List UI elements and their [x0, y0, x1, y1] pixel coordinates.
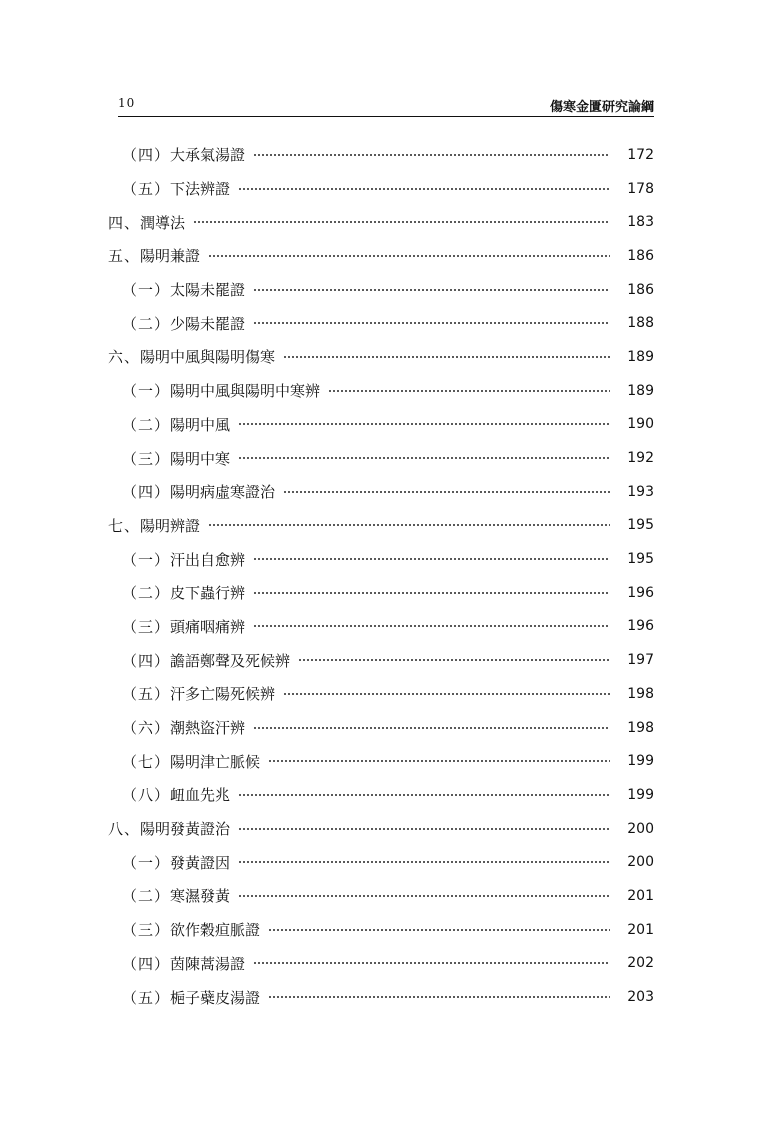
leader-dots — [238, 457, 610, 459]
toc-entry-title: 發黃證因 — [170, 853, 231, 872]
leader-dots — [298, 659, 610, 661]
toc-entry[interactable] — [108, 980, 654, 1014]
toc-entry-page: 193 — [627, 483, 654, 500]
toc-entry-title: 衄血先兆 — [170, 786, 231, 805]
toc-entry[interactable] — [108, 778, 654, 812]
table-of-contents — [108, 138, 654, 1014]
leader-dots — [193, 221, 610, 223]
toc-entry-marker: （五） — [122, 685, 171, 704]
header-rule — [118, 116, 654, 117]
toc-entry-page: 200 — [627, 854, 654, 871]
toc-entry-title: 汗出自愈辨 — [170, 550, 246, 569]
toc-entry[interactable] — [108, 273, 654, 307]
toc-entry-label — [122, 279, 249, 300]
toc-entry-page: 197 — [627, 652, 654, 669]
toc-entry-label — [122, 852, 234, 873]
toc-entry-marker: 七、 — [108, 516, 141, 535]
leader-dots — [253, 154, 610, 156]
toc-entry[interactable] — [108, 239, 654, 273]
leader-dots — [283, 693, 610, 695]
toc-entry[interactable] — [108, 711, 654, 745]
toc-entry[interactable] — [108, 205, 654, 239]
toc-entry-label — [122, 549, 249, 570]
leader-dots — [253, 592, 610, 594]
toc-entry[interactable] — [108, 475, 654, 509]
toc-entry-label — [122, 717, 249, 738]
toc-entry-label — [122, 313, 249, 334]
toc-entry-page: 172 — [627, 146, 654, 163]
toc-entry-title: 陽明辨證 — [140, 516, 201, 535]
toc-entry-label — [122, 448, 234, 469]
toc-entry-title: 欲作穀疸脈證 — [170, 921, 261, 940]
leader-dots — [268, 996, 610, 998]
toc-entry-marker: （四） — [122, 954, 171, 973]
toc-entry[interactable] — [108, 643, 654, 677]
toc-entry-marker: （五） — [122, 180, 171, 199]
toc-entry-page: 203 — [627, 989, 654, 1006]
toc-entry-marker: （一） — [122, 382, 171, 401]
toc-entry-label — [122, 987, 264, 1008]
toc-entry[interactable] — [108, 509, 654, 543]
toc-entry-label — [122, 582, 249, 603]
page-header — [118, 96, 654, 120]
toc-entry-page: 202 — [627, 955, 654, 972]
toc-entry-title: 皮下蟲行辨 — [170, 584, 246, 603]
toc-entry-label — [108, 212, 189, 233]
leader-dots — [283, 356, 610, 358]
toc-entry-marker: （八） — [122, 786, 171, 805]
toc-entry-marker: （一） — [122, 853, 171, 872]
toc-entry-label — [122, 683, 279, 704]
leader-dots — [238, 861, 610, 863]
toc-entry-title: 太陽未罷證 — [170, 281, 246, 300]
toc-entry-label — [122, 751, 264, 772]
toc-entry[interactable] — [108, 408, 654, 442]
toc-entry-marker: （五） — [122, 988, 171, 1007]
toc-entry-page: 188 — [627, 315, 654, 332]
page-number: 10 — [118, 96, 136, 110]
toc-entry-marker: （二） — [122, 314, 171, 333]
toc-entry-title: 陽明中風與陽明傷寒 — [140, 348, 276, 367]
toc-entry-marker: 八、 — [108, 820, 141, 839]
toc-entry-marker: （七） — [122, 752, 171, 771]
toc-entry-marker: 五、 — [108, 247, 141, 266]
toc-entry-page: 189 — [627, 348, 654, 365]
toc-entry-marker: （四） — [122, 483, 171, 502]
toc-entry-page: 201 — [627, 887, 654, 904]
leader-dots — [238, 895, 610, 897]
toc-entry-marker: （一） — [122, 550, 171, 569]
toc-entry-marker: （三） — [122, 921, 171, 940]
leader-dots — [238, 794, 610, 796]
toc-entry-title: 陽明中寒 — [170, 449, 231, 468]
toc-entry-page: 198 — [627, 685, 654, 702]
leader-dots — [253, 625, 610, 627]
toc-entry-title: 少陽未罷證 — [170, 314, 246, 333]
toc-entry[interactable] — [108, 610, 654, 644]
toc-entry-marker: 四、 — [108, 213, 141, 232]
toc-entry-marker: （二） — [122, 584, 171, 603]
toc-entry-marker: （四） — [122, 651, 171, 670]
toc-entry-marker: （三） — [122, 617, 171, 636]
toc-entry-label — [122, 178, 234, 199]
toc-entry-label — [108, 346, 279, 367]
toc-entry-title: 陽明中風 — [170, 415, 231, 434]
toc-entry-title: 陽明發黃證治 — [140, 820, 231, 839]
toc-entry[interactable] — [108, 306, 654, 340]
running-title: 傷寒金匱研究論綱 — [549, 100, 654, 115]
toc-entry-page: 198 — [627, 719, 654, 736]
toc-entry-page: 199 — [627, 786, 654, 803]
toc-entry[interactable] — [108, 340, 654, 374]
toc-entry[interactable] — [108, 947, 654, 981]
toc-entry-page: 195 — [627, 551, 654, 568]
toc-entry-marker: （六） — [122, 719, 171, 738]
toc-entry[interactable] — [108, 744, 654, 778]
toc-entry-title: 頭痛咽痛辨 — [170, 617, 246, 636]
toc-entry-label — [108, 515, 204, 536]
toc-entry[interactable] — [108, 677, 654, 711]
leader-dots — [238, 423, 610, 425]
leader-dots — [253, 727, 610, 729]
toc-entry-label — [122, 650, 294, 671]
toc-entry[interactable] — [108, 138, 654, 172]
toc-entry-label — [122, 885, 234, 906]
toc-entry-label — [108, 818, 234, 839]
leader-dots — [253, 558, 610, 560]
leader-dots — [268, 929, 610, 931]
toc-entry[interactable] — [108, 845, 654, 879]
leader-dots — [253, 962, 610, 964]
toc-entry-marker: （四） — [122, 146, 171, 165]
toc-entry-marker: 六、 — [108, 348, 141, 367]
toc-entry-title: 梔子蘗皮湯證 — [170, 988, 261, 1007]
toc-entry-label — [122, 144, 249, 165]
toc-entry[interactable] — [108, 812, 654, 846]
toc-entry-page: 189 — [627, 382, 654, 399]
toc-entry-title: 潤導法 — [140, 213, 186, 232]
toc-entry[interactable] — [108, 374, 654, 408]
toc-entry-marker: （一） — [122, 281, 171, 300]
toc-entry-label — [122, 616, 249, 637]
toc-entry-label — [122, 953, 249, 974]
toc-entry-title: 寒濕發黃 — [170, 887, 231, 906]
leader-dots — [238, 188, 610, 190]
toc-entry-marker: （二） — [122, 887, 171, 906]
toc-entry[interactable] — [108, 879, 654, 913]
toc-entry[interactable] — [108, 913, 654, 947]
toc-entry-page: 199 — [627, 753, 654, 770]
toc-entry[interactable] — [108, 542, 654, 576]
toc-entry-page: 192 — [627, 450, 654, 467]
toc-entry-page: 178 — [627, 180, 654, 197]
leader-dots — [268, 760, 610, 762]
toc-entry-page: 201 — [627, 921, 654, 938]
toc-entry-marker: （三） — [122, 449, 171, 468]
toc-entry-page: 183 — [627, 214, 654, 231]
toc-entry-page: 186 — [627, 281, 654, 298]
toc-entry-marker: （二） — [122, 415, 171, 434]
toc-entry-title: 潮熱盜汗辨 — [170, 719, 246, 738]
toc-entry-title: 大承氣湯證 — [170, 146, 246, 165]
toc-entry-page: 196 — [627, 618, 654, 635]
toc-entry-label — [122, 414, 234, 435]
leader-dots — [238, 828, 610, 830]
toc-entry-page: 190 — [627, 416, 654, 433]
toc-entry-title: 陽明中風與陽明中寒辨 — [170, 382, 321, 401]
toc-entry-page: 186 — [627, 247, 654, 264]
leader-dots — [208, 255, 610, 257]
toc-entry[interactable] — [108, 441, 654, 475]
toc-entry[interactable] — [108, 576, 654, 610]
toc-entry-page: 196 — [627, 584, 654, 601]
toc-entry-label — [122, 481, 279, 502]
toc-entry-label — [122, 380, 324, 401]
toc-entry-label — [122, 784, 234, 805]
toc-entry-page: 200 — [627, 820, 654, 837]
leader-dots — [253, 289, 610, 291]
toc-entry-title: 汗多亡陽死候辨 — [170, 685, 276, 704]
toc-entry-label — [122, 919, 264, 940]
toc-entry-title: 下法辨證 — [170, 180, 231, 199]
toc-entry-title: 譫語鄭聲及死候辨 — [170, 651, 291, 670]
toc-entry-title: 茵陳蒿湯證 — [170, 954, 246, 973]
leader-dots — [283, 491, 610, 493]
toc-entry-title: 陽明病虛寒證治 — [170, 483, 276, 502]
toc-entry-title: 陽明津亡脈候 — [170, 752, 261, 771]
toc-entry-page: 195 — [627, 517, 654, 534]
leader-dots — [328, 390, 610, 392]
toc-entry-label — [108, 245, 204, 266]
toc-entry-title: 陽明兼證 — [140, 247, 201, 266]
leader-dots — [253, 322, 610, 324]
leader-dots — [208, 524, 610, 526]
toc-entry[interactable] — [108, 172, 654, 206]
